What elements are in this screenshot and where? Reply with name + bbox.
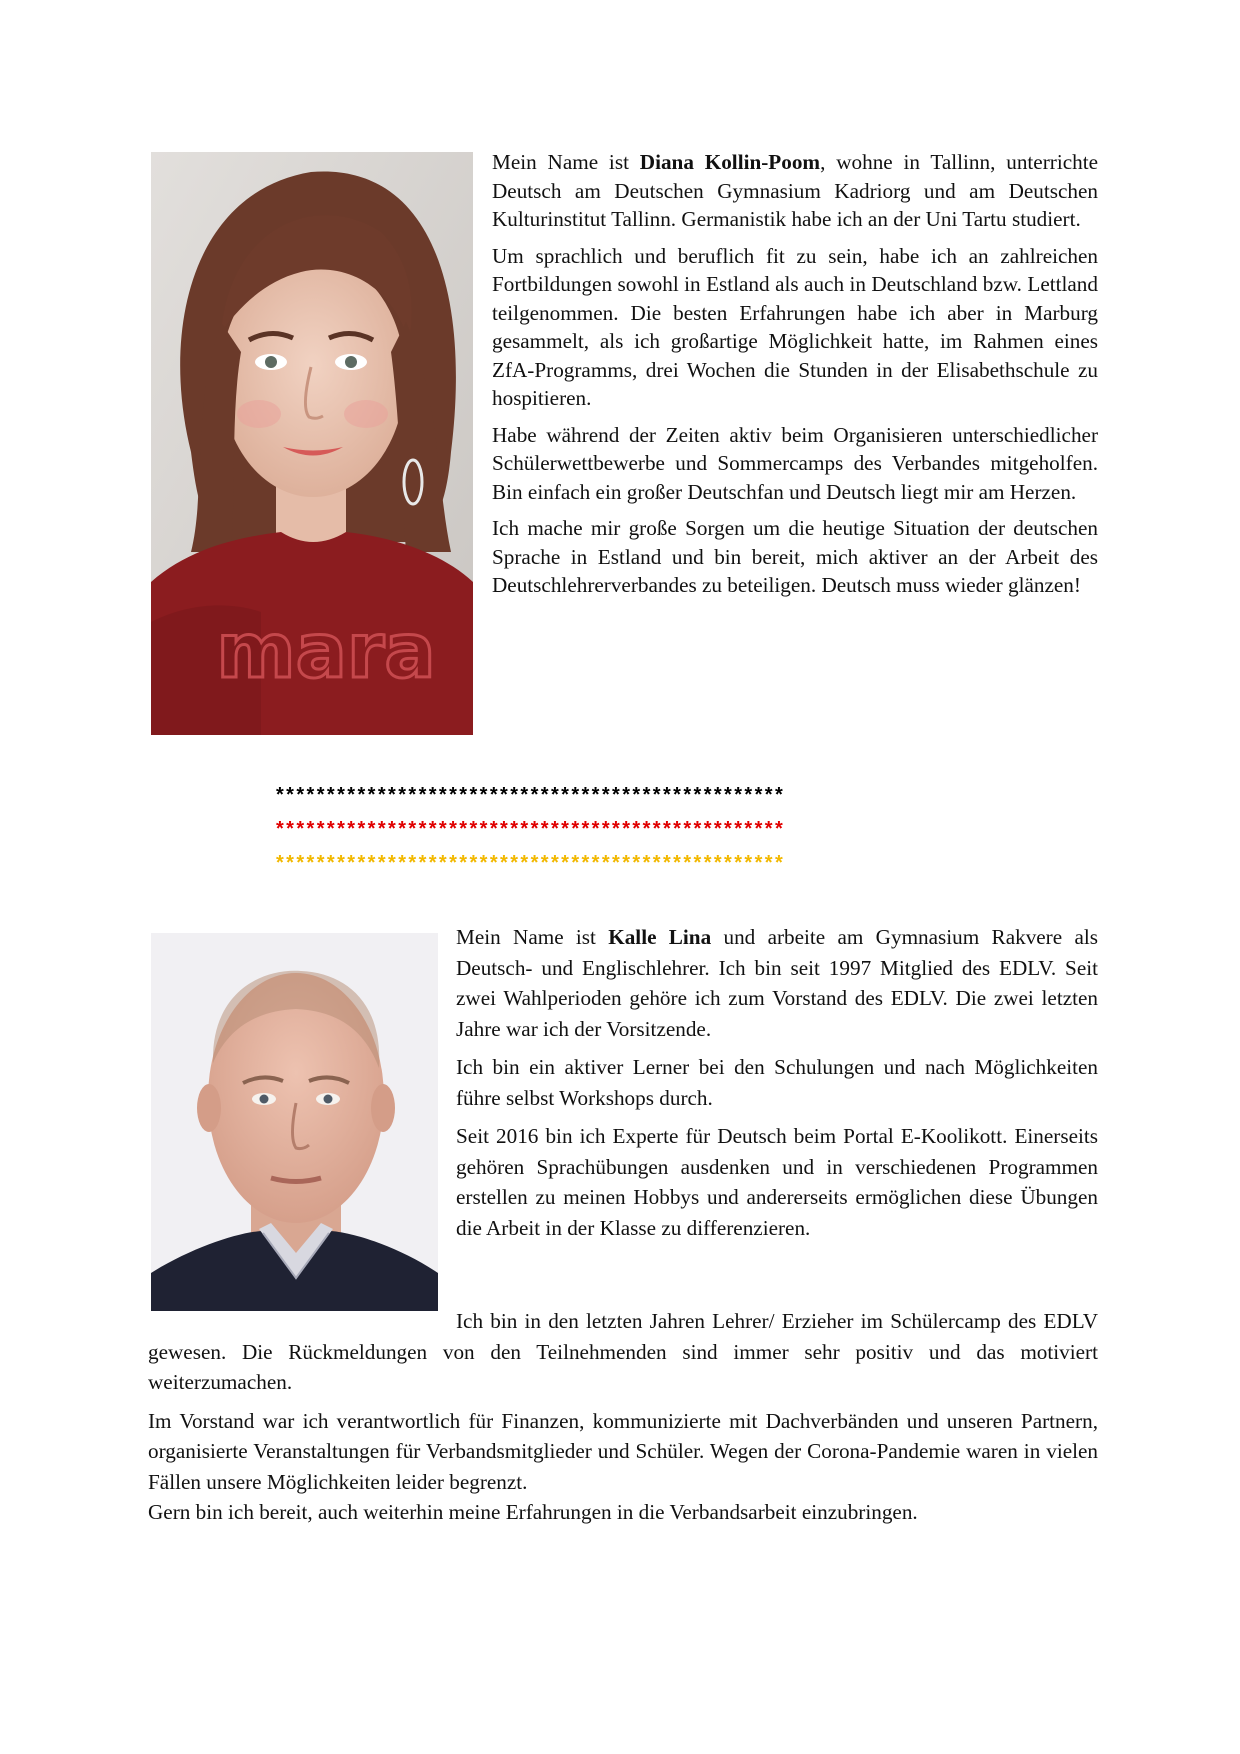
candidate2-paragraph: Seit 2016 bin ich Experte für Deutsch beim Portal E-Koolikott. Einerseits gehören Sprachübungen ausdenken und in verschiedenen Programmen erstellen zu meinen Hobbys und andererseits ermöglichen diese Übungen die Arbeit in der Klasse zu differenzieren. [456, 1124, 1098, 1240]
candidate2-camp-paragraph: Ich bin in den letzten Jahren Lehrer/ Erzieher im Schülercamp des EDLV gewesen. Die Rückmeldungen von den Teilnehmenden sind immer sehr positiv und das motiviert weiterzumachen. [148, 1309, 1098, 1394]
candidate1-paragraph: Um sprachlich und beruflich fit zu sein, habe ich an zahlreichen Fortbildungen sowohl in Estland als auch in Deutschland bzw. Lettland teilgenommen. Die besten Erfahrungen habe ich aber in Marburg gesammelt, als ich großartige Möglichkeit hatte, im Rahmen eines ZfA-Programms, drei Wochen die Stunden in der Elisabethschule zu hospitieren. [492, 243, 1098, 410]
shirt-print: mara [216, 606, 436, 695]
candidate1-intro-paragraph: Mein Name ist Diana Kollin-Poom, wohne in Tallinn, unterrichte Deutsch am Deutschen Gymnasium Kadriorg und am Deutschen Kulturinstitut Tallinn. Germanistik habe ich an der Uni Tartu studiert. [492, 150, 1098, 231]
candidate1-name: Diana Kollin-Poom [639, 150, 821, 174]
candidate2-name: Kalle Lina [608, 925, 712, 949]
candidate2-intro-paragraph: Mein Name ist Kalle Lina und arbeite am Gymnasium Rakvere als Deutsch- und Englischlehrer. Ich bin seit 1997 Mitglied des EDLV. Seit zwei Wahlperioden gehöre ich zum Vorstand des EDLV. Die zwei letzten Jahre war ich der Vorsitzende. [456, 925, 1098, 1041]
candidate1-photo [151, 152, 473, 735]
star-separator [276, 778, 976, 880]
candidate2-photo [151, 933, 438, 1311]
star-line-black: ************************************************** [276, 784, 786, 806]
candidate2-board-paragraph: Im Vorstand war ich verantwortlich für Finanzen, kommunizierte mit Dachverbänden und unseren Partnern, organisierte Veranstaltungen für Verbandsmitglieder und Schüler. Wegen der Corona-Pandemie waren in vielen Fällen unsere Möglichkeiten leider begrenzt. [148, 1408, 1098, 1494]
star-line-red: ************************************************** [276, 818, 786, 840]
star-line-gold: ************************************************** [276, 852, 786, 874]
candidate1-paragraph: Habe während der Zeiten aktiv beim Organisieren unterschiedlicher Schülerwettbewerbe und Sommercamps des Verbandes mitgeholfen. Bin einfach ein großer Deutschfan und Deutsch liegt mir am Herzen. [492, 422, 1098, 504]
candidate2-bio-continued [148, 1306, 1098, 1536]
candidate2-paragraph: Ich bin ein aktiver Lerner bei den Schulungen und nach Möglichkeiten führe selbst Workshops durch. [456, 1055, 1098, 1110]
candidate1-paragraph: Ich mache mir große Sorgen um die heutige Situation der deutschen Sprache in Estland und bin bereit, mich aktiver an der Arbeit des Deutschlehrerverbandes zu beteiligen. Deutsch muss wieder glänzen! [492, 516, 1098, 597]
candidate1-bio [492, 148, 1098, 600]
candidate2-bio [456, 922, 1098, 1251]
candidate2-closing-paragraph: Gern bin ich bereit, auch weiterhin meine Erfahrungen in die Verbandsarbeit einzubringen. [148, 1500, 918, 1524]
